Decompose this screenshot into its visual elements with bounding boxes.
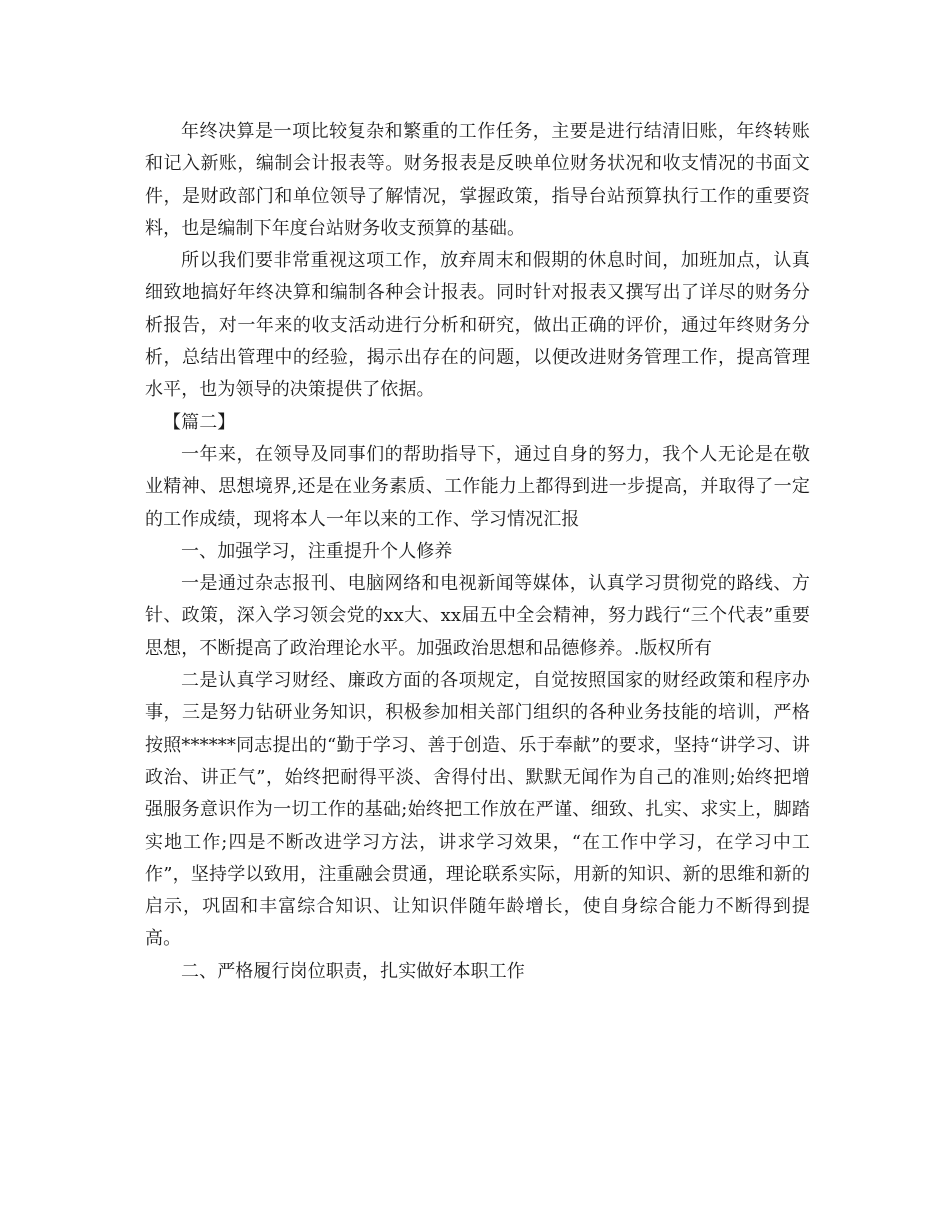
paragraph-introduction: 一年来，在领导及同事们的帮助指导下，通过自身的努力，我个人无论是在敬业精神、思想境界,还是在业务素质、工作能力上都得到进一步提高，并取得了一定的工作成绩，现将本人一年以来的工作、学习情况汇报 bbox=[145, 443, 810, 530]
subheading-strengthen-study: 一、加强学习，注重提升个人修养 bbox=[181, 540, 453, 562]
paragraph-point-two: 二是认真学习财经、廉政方面的各项规定，自觉按照国家的财经政策和程序办事，三是努力钻研业务知识，积极参加相关部门组织的各种业务技能的培训，严格按照******同志提出的“勤于学习、善于创造、乐于奉献”的要求，坚持“讲学习、讲政治、讲正气”，始终把耐得平淡、舍得付出、默默无闻作为自己的准则;始终把增强服务意识作为一切工作的基础;始终把工作放在严谨、细致、扎实、求实上，脚踏实地工作;四是不断改进学习方法，讲求学习效果，“在工作中学习，在学习中工作”，坚持学以致用，注重融会贯通，理论联系实际，用新的知识、新的思维和新的启示，巩固和丰富综合知识、让知识伴随年龄增长，使自身综合能力不断得到提高。 bbox=[145, 670, 810, 950]
paragraph-point-one: 一是通过杂志报刊、电脑网络和电视新闻等媒体，认真学习贯彻党的路线、方针、政策，深入学习领会党的xx大、xx届五中全会精神，努力践行“三个代表”重要思想，不断提高了政治理论水平。加强政治思想和品德修养。.版权所有 bbox=[145, 573, 810, 659]
document-body bbox=[145, 116, 810, 988]
subheading-fulfill-duties: 二、严格履行岗位职责，扎实做好本职工作 bbox=[181, 960, 525, 982]
section-heading-part-two: 【篇二】 bbox=[163, 411, 236, 433]
paragraph-year-end-settlement: 年终决算是一项比较复杂和繁重的工作任务，主要是进行结清旧账，年终转账和记入新账，编制会计报表等。财务报表是反映单位财务状况和收支情况的书面文件，是财政部门和单位领导了解情况，掌握政策，指导台站预算执行工作的重要资料，也是编制下年度台站财务收支预算的基础。 bbox=[145, 121, 810, 239]
paragraph-importance: 所以我们要非常重视这项工作，放弃周末和假期的休息时间，加班加点，认真细致地搞好年终决算和编制各种会计报表。同时针对报表又撰写出了详尽的财务分析报告，对一年来的收支活动进行分析和研究，做出正确的评价，通过年终财务分析，总结出管理中的经验，揭示出存在的问题，以便改进财务管理工作，提高管理水平，也为领导的决策提供了依据。 bbox=[145, 250, 810, 401]
